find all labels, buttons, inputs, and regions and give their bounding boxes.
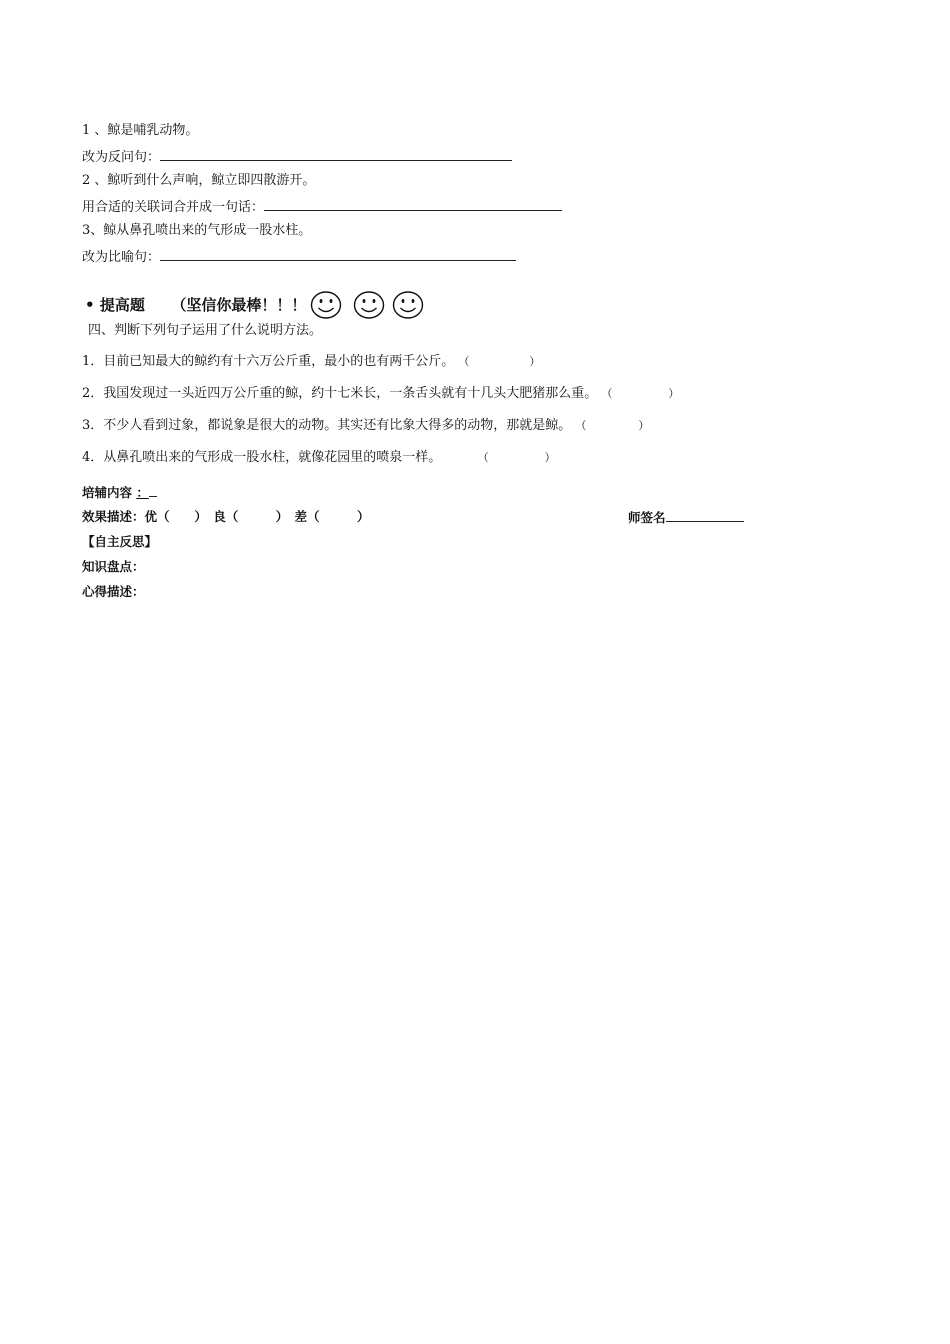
smiley-face-icon (392, 290, 424, 320)
smiley-face-icon (353, 290, 385, 320)
answer-bracket[interactable]: （ ） (601, 387, 680, 400)
answer-blank-2[interactable] (264, 197, 562, 211)
question-3: 3、鲸从鼻孔喷出来的气形成一股水柱。 (82, 223, 312, 238)
judge-item-text: 1．目前已知最大的鲸约有十六万公斤重，最小的也有两千公斤。 (82, 354, 455, 369)
self-reflection-heading: 【自主反思】 (82, 534, 158, 549)
answer-blank-3[interactable] (160, 247, 516, 261)
question-1: 1 、鲸是哺乳动物。 (82, 123, 199, 138)
answer-bracket[interactable]: （ ） (458, 355, 541, 368)
question-1-instruction (82, 147, 512, 167)
section-heading-improve (85, 294, 306, 316)
judge-item-text: 2．我国发现过一头近四万公斤重的鲸，约十七米长，一条舌头就有十几头大肥猪那么重。 (82, 386, 598, 401)
question-3-instruction (82, 247, 516, 267)
answer-bracket[interactable]: （ ） (477, 451, 556, 464)
section-title: 提高题 (99, 296, 145, 314)
judge-item-1 (82, 353, 540, 371)
judge-item-text: 3．不少人看到过象，都说象是很大的动物。其实还有比象大得多的动物，那就是鲸。 (82, 418, 572, 433)
instruction-label: 改为比喻句： (82, 250, 161, 265)
question-2: 2 、鲸听到什么声响，鲸立即四散游开。 (82, 173, 316, 188)
judge-item-2 (82, 385, 679, 403)
section-slogan: （坚信你最棒！！！ (171, 296, 307, 314)
tutoring-label: 培辅内容 (82, 485, 137, 500)
tutoring-content (82, 483, 157, 502)
insight-description: 心得描述： (82, 584, 145, 599)
answer-blank-1[interactable] (160, 147, 512, 161)
signature-label: 师签名 (628, 510, 666, 525)
answer-bracket[interactable]: （ ） (575, 419, 650, 432)
smiley-face-icon (310, 290, 342, 320)
knowledge-inventory: 知识盘点： (82, 559, 145, 574)
judge-item-4 (82, 449, 556, 467)
judge-item-text: 4．从鼻孔喷出来的气形成一股水柱，就像花园里的喷泉一样。 (82, 450, 442, 465)
judge-item-3 (82, 417, 649, 435)
effect-description: 效果描述：优（ ） 良（ ） 差（ ） (82, 509, 370, 524)
bullet: • (85, 296, 95, 314)
question-2-instruction (82, 197, 562, 217)
instruction-label: 用合适的关联词合并成一句话： (82, 200, 265, 215)
teacher-signature (628, 508, 744, 527)
part4-heading: 四、判断下列句子运用了什么说明方法。 (88, 323, 323, 338)
instruction-label: 改为反问句： (82, 150, 161, 165)
signature-blank[interactable] (666, 508, 744, 522)
tutoring-colon: ： (136, 485, 149, 500)
